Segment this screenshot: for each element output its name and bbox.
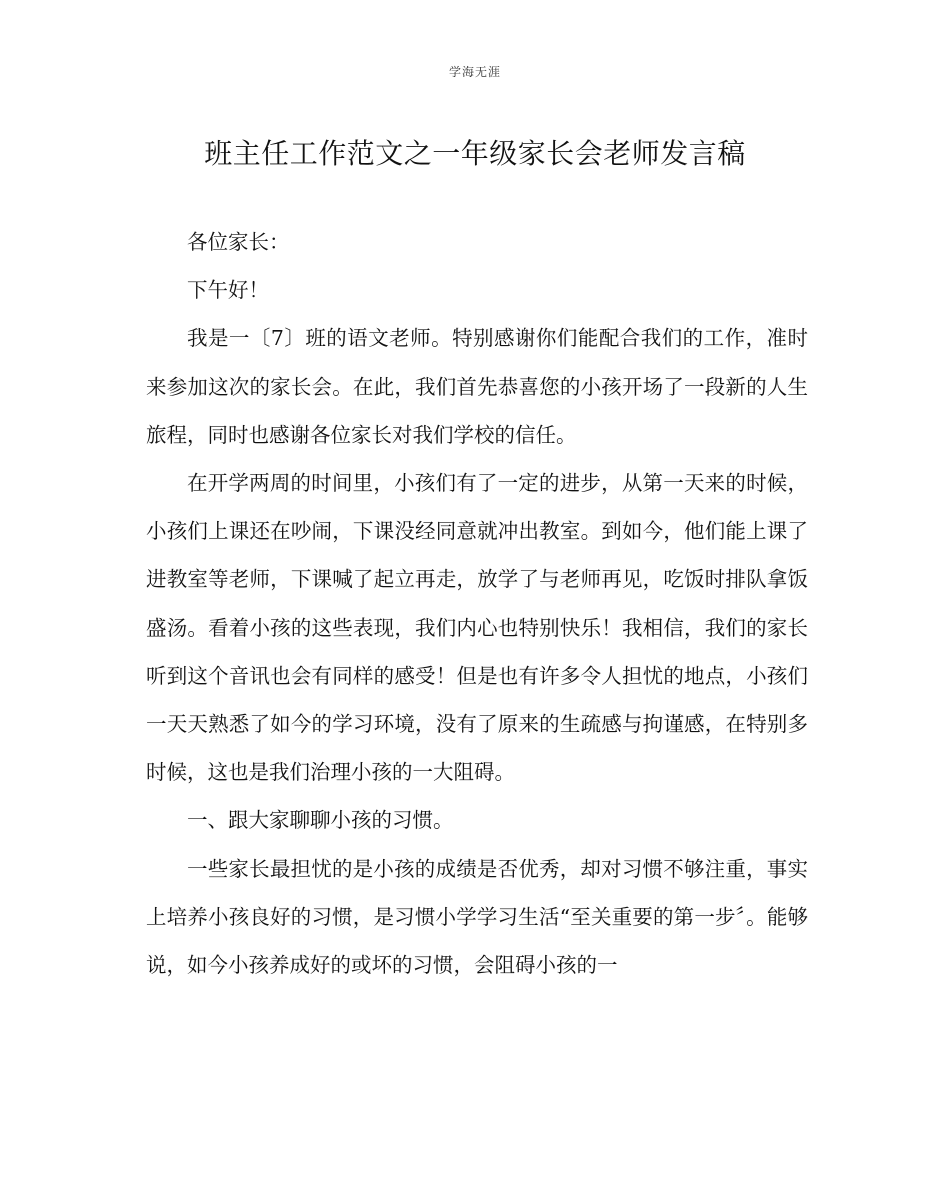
section-heading-habits: 一、跟大家聊聊小孩的习惯。	[187, 808, 454, 833]
paragraph-progress: 在开学两周的时间里，小孩们有了一定的进步，从第一天来的时候，小孩们上课还在吵闹，下课没经同意就冲出教室。到如今，他们能上课了进教室等老师，下课喊了起立再走，放学了与老师再见，吃饭时排队拿饭盛汤。看着小孩的这些表现，我们内心也特别快乐！我相信，我们的家长听到这个音讯也会有同样的感受！但是也有许多令人担忧的地点，小孩们一天天熟悉了如今的学习环境，没有了原来的生疏感与拘谨感，在特别多时候，这也是我们治理小孩的一大阻碍。	[146, 471, 808, 785]
page-header: 学海无涯	[448, 65, 501, 79]
document-title: 班主任工作范文之一年级家长会老师发言稿	[204, 137, 746, 170]
greeting: 下午好！	[187, 278, 269, 303]
salutation: 各位家长：	[187, 230, 290, 254]
paragraph-habits: 一些家长最担忧的是小孩的成绩是否优秀，却对习惯不够注重，事实上培养小孩良好的习惯，是习惯小学学习生活“至关重要的第一步〞。能够说，如今小孩养成好的或坏的习惯，会阻碍小孩的一	[146, 856, 808, 978]
document-body	[146, 218, 808, 989]
paragraph-intro: 我是一〔7〕班的语文老师。特别感谢你们能配合我们的工作，准时来参加这次的家长会。在此，我们首先恭喜您的小孩开场了一段新的人生旅程，同时也感谢各位家长对我们学校的信任。	[146, 326, 808, 447]
